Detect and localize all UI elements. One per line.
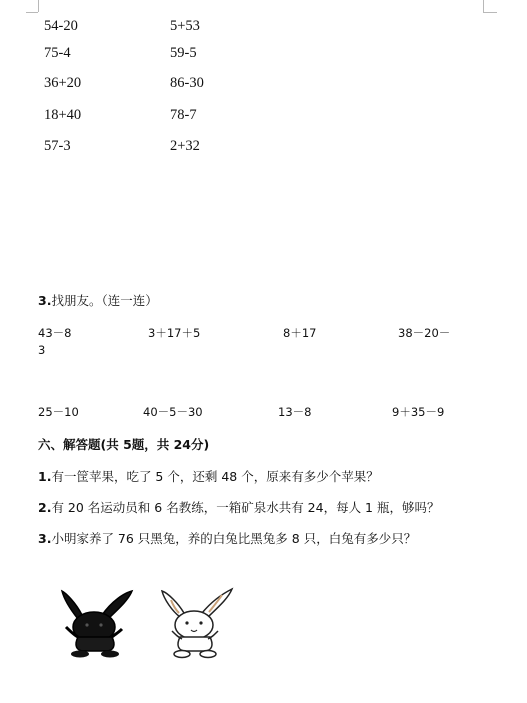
- corner-mark-right: [483, 0, 484, 12]
- question-text: 小明家养了 76 只黑兔，养的白兔比黑兔多 8 只，白兔有多少只？: [51, 531, 417, 546]
- black-rabbit-image: [58, 585, 140, 660]
- expression: 57-3: [44, 138, 71, 154]
- match-question-title: [38, 291, 158, 309]
- match-expression: 13－8: [278, 405, 312, 419]
- question-number: 2.: [38, 500, 52, 515]
- question-number: 3.: [38, 531, 52, 546]
- question-number: 1.: [38, 469, 52, 484]
- question-text: 有 20 名运动员和 6 名教练，一箱矿泉水共有 24，每人 1 瓶，够吗？: [51, 500, 440, 515]
- match-expression-wrap: 3: [38, 343, 46, 357]
- question-text: 找朋友。（连一连）: [51, 293, 158, 308]
- match-expression: 3＋17＋5: [148, 326, 201, 340]
- expression: 78-7: [170, 107, 197, 123]
- corner-mark-right: [483, 12, 497, 13]
- match-expression: 25－10: [38, 405, 79, 419]
- expression: 54-20: [44, 18, 78, 34]
- expression: 36+20: [44, 75, 82, 91]
- match-expression: 38－20－: [398, 326, 451, 340]
- match-expression: 9＋35－9: [392, 405, 445, 419]
- expression: 2+32: [170, 138, 200, 154]
- corner-mark-left: [38, 0, 39, 12]
- match-expression: 8＋17: [283, 326, 317, 340]
- question-number: 3.: [38, 293, 52, 308]
- section-heading: 六、解答题(共 5题，共 24分): [38, 437, 210, 452]
- question-text: 有一筐苹果，吃了 5 个，还剩 48 个，原来有多少个苹果？: [51, 469, 379, 484]
- white-rabbit-image: [158, 585, 240, 660]
- match-expression: 43－8: [38, 326, 72, 340]
- word-problem: [38, 498, 440, 516]
- word-problem: [38, 529, 416, 547]
- expression: 59-5: [170, 45, 197, 61]
- expression: 75-4: [44, 45, 71, 61]
- expression: 86-30: [170, 75, 204, 91]
- match-expression: 40－5－30: [143, 405, 203, 419]
- word-problem: [38, 467, 379, 485]
- expression: 18+40: [44, 107, 82, 123]
- expression: 5+53: [170, 18, 200, 34]
- corner-mark-left: [26, 12, 38, 13]
